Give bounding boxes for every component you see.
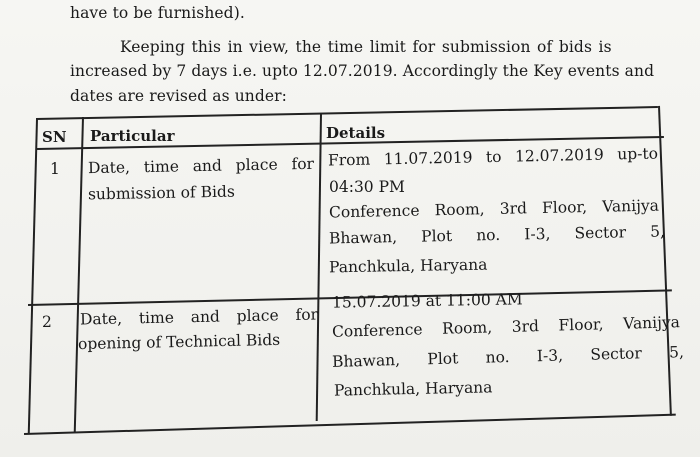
row2-sn: 2 [42,313,52,331]
paragraph-line: dates are revised as under: [70,87,287,105]
paragraph-line: Keeping this in view, the time limit for submission of bids is [120,38,612,56]
row1-details-line3: Conference Room, 3rd Floor, Vanijya [328,196,660,222]
row2-details-line4: Panchkula, Haryana [333,378,493,400]
header-particular: Particular [90,127,175,145]
row2-details-line2: Conference Room, 3rd Floor, Vanijya [331,313,681,341]
row2-particular-line1: Date, time and place for [79,305,319,329]
paragraph-fragment: have to be furnished). [70,4,245,22]
row1-details-line5: Panchkula, Haryana [328,255,488,277]
table-col-divider-2 [316,113,322,421]
row2-details-line3: Bhawan, Plot no. I-3, Sector 5, [331,343,685,371]
row1-particular-line1: Date, time and place for [87,154,315,178]
row1-details-line1: From 11.07.2019 to 12.07.2019 up-to [327,144,659,170]
row2-details-line1: 15.07.2019 at 11:00 AM [331,290,523,312]
row1-particular-line2: submission of Bids [87,182,236,204]
paragraph-line: increased by 7 days i.e. upto 12.07.2019. Accordingly the Key events and [70,62,655,80]
header-sn: SN [42,128,67,146]
table-border-bottom [24,414,676,435]
row1-details-line4: Bhawan, Plot no. I-3, Sector 5, [328,222,666,248]
row2-particular-line2: opening of Technical Bids [77,330,281,354]
table-col-divider-1 [74,117,84,433]
table-border-left [28,119,38,434]
row1-details-line2: 04:30 PM [329,178,405,196]
header-details: Details [326,124,386,142]
table-border-right [658,106,671,416]
row1-sn: 1 [50,160,60,178]
table-border-top [36,106,658,119]
